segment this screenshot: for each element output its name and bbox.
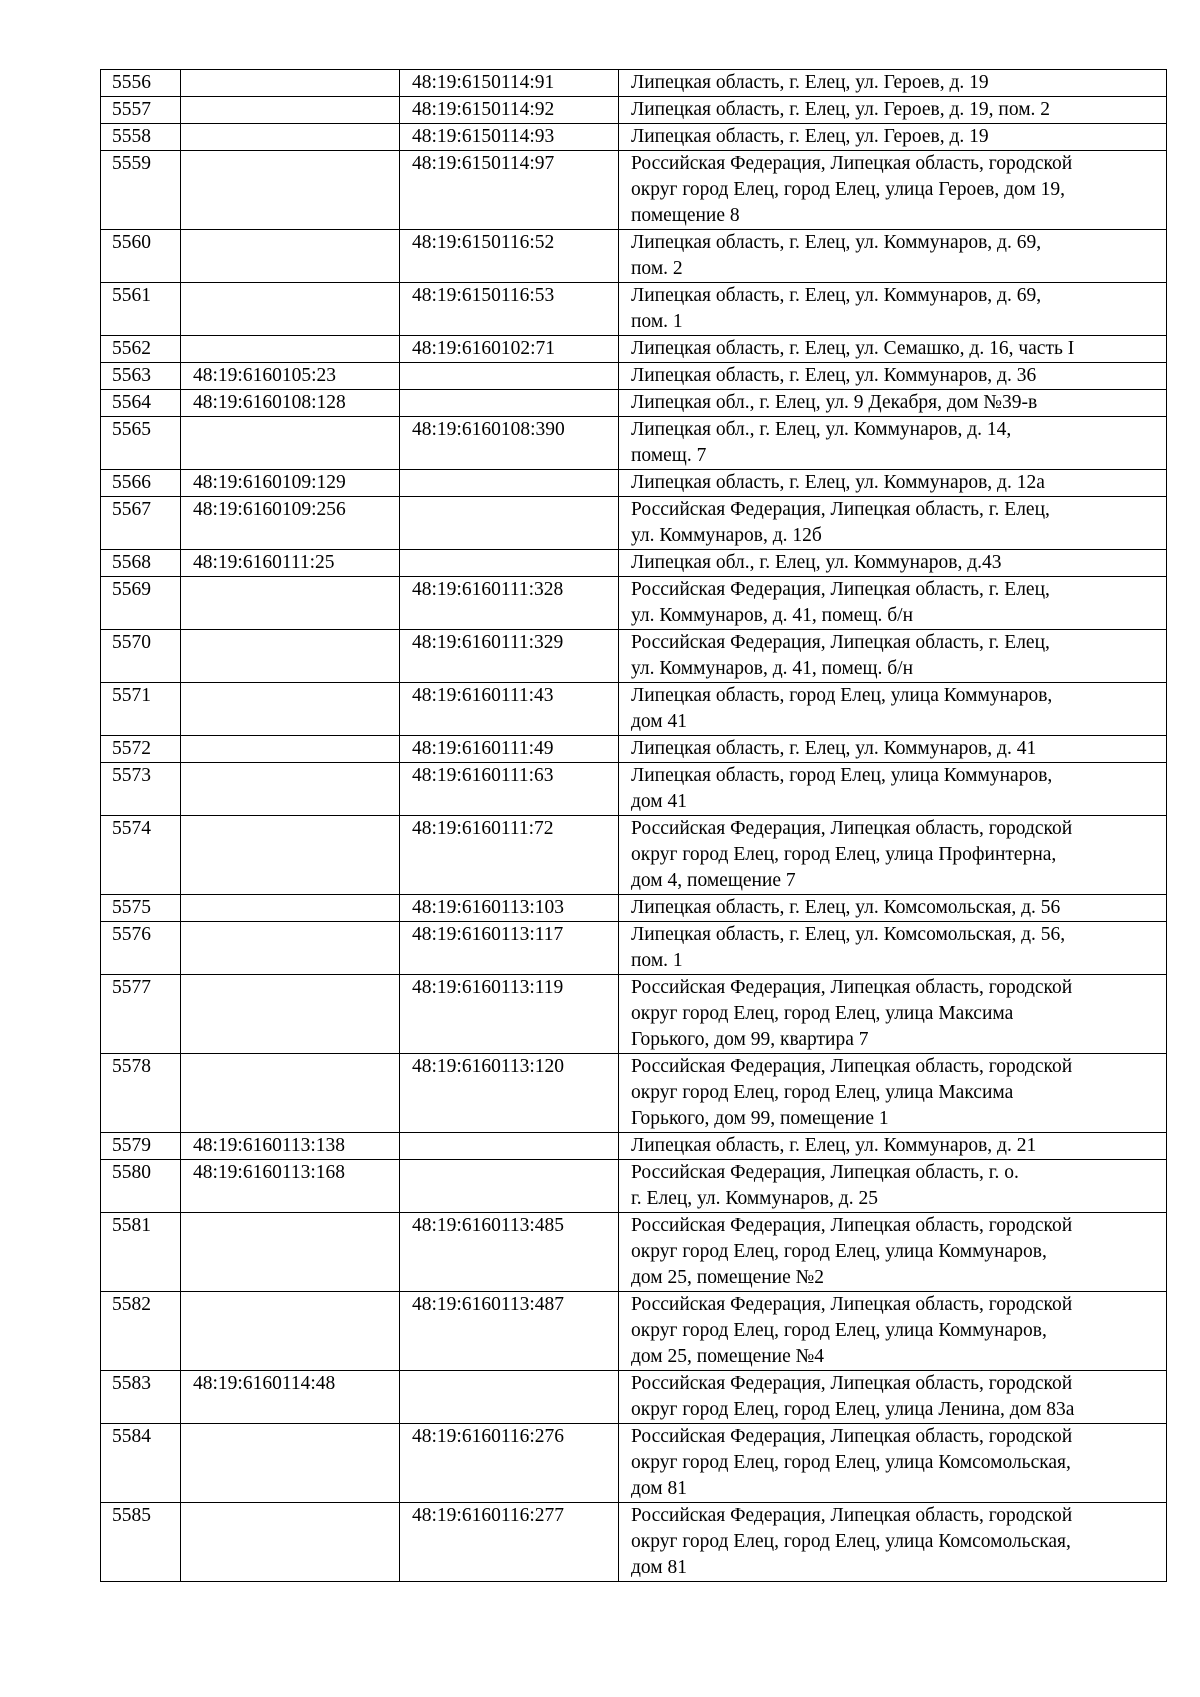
land-cadastral-number-cell xyxy=(181,1054,400,1133)
registry-table-body xyxy=(101,70,1167,1582)
address-cell: Российская Федерация, Липецкая область, городской округ город Елец, город Елец, улица Комсомольская, дом 81 xyxy=(619,1503,1167,1582)
address-cell: Липецкая область, г. Елец, ул. Героев, д. 19 xyxy=(619,124,1167,151)
table-row xyxy=(101,736,1167,763)
table-row xyxy=(101,70,1167,97)
table-row xyxy=(101,1133,1167,1160)
row-number-cell: 5567 xyxy=(101,497,181,550)
row-number-cell: 5574 xyxy=(101,816,181,895)
object-cadastral-number-cell xyxy=(400,1371,619,1424)
address-cell: Липецкая область, г. Елец, ул. Героев, д. 19, пом. 2 xyxy=(619,97,1167,124)
address-cell: Российская Федерация, Липецкая область, г. Елец, ул. Коммунаров, д. 41, помещ. б/н xyxy=(619,577,1167,630)
row-number-cell: 5566 xyxy=(101,470,181,497)
address-cell: Российская Федерация, Липецкая область, городской округ город Елец, город Елец, улица Ленина, дом 83а xyxy=(619,1371,1167,1424)
land-cadastral-number-cell xyxy=(181,763,400,816)
address-cell: Липецкая область, г. Елец, ул. Коммунаров, д. 41 xyxy=(619,736,1167,763)
table-row xyxy=(101,577,1167,630)
object-cadastral-number-cell xyxy=(400,470,619,497)
address-cell: Липецкая область, г. Елец, ул. Коммунаров, д. 69, пом. 1 xyxy=(619,283,1167,336)
land-cadastral-number-cell xyxy=(181,577,400,630)
row-number-cell: 5579 xyxy=(101,1133,181,1160)
address-cell: Российская Федерация, Липецкая область, г. о. г. Елец, ул. Коммунаров, д. 25 xyxy=(619,1160,1167,1213)
object-cadastral-number-cell: 48:19:6150114:92 xyxy=(400,97,619,124)
table-row xyxy=(101,1054,1167,1133)
address-cell: Липецкая область, город Елец, улица Коммунаров, дом 41 xyxy=(619,683,1167,736)
table-row xyxy=(101,363,1167,390)
table-row xyxy=(101,230,1167,283)
row-number-cell: 5582 xyxy=(101,1292,181,1371)
row-number-cell: 5575 xyxy=(101,895,181,922)
table-row xyxy=(101,1213,1167,1292)
row-number-cell: 5583 xyxy=(101,1371,181,1424)
land-cadastral-number-cell xyxy=(181,1503,400,1582)
address-cell: Российская Федерация, Липецкая область, городской округ город Елец, город Елец, улица Максима Горького, дом 99, помещение 1 xyxy=(619,1054,1167,1133)
land-cadastral-number-cell xyxy=(181,124,400,151)
land-cadastral-number-cell xyxy=(181,417,400,470)
object-cadastral-number-cell: 48:19:6150116:52 xyxy=(400,230,619,283)
row-number-cell: 5577 xyxy=(101,975,181,1054)
object-cadastral-number-cell: 48:19:6160113:103 xyxy=(400,895,619,922)
row-number-cell: 5565 xyxy=(101,417,181,470)
address-cell: Российская Федерация, Липецкая область, городской округ город Елец, город Елец, улица Комсомольская, дом 81 xyxy=(619,1424,1167,1503)
land-cadastral-number-cell: 48:19:6160113:168 xyxy=(181,1160,400,1213)
table-row xyxy=(101,630,1167,683)
table-row xyxy=(101,151,1167,230)
row-number-cell: 5570 xyxy=(101,630,181,683)
land-cadastral-number-cell xyxy=(181,895,400,922)
land-cadastral-number-cell xyxy=(181,1292,400,1371)
object-cadastral-number-cell xyxy=(400,1133,619,1160)
land-cadastral-number-cell xyxy=(181,283,400,336)
land-cadastral-number-cell xyxy=(181,1213,400,1292)
land-cadastral-number-cell xyxy=(181,230,400,283)
row-number-cell: 5572 xyxy=(101,736,181,763)
address-cell: Российская Федерация, Липецкая область, городской округ город Елец, город Елец, улица Коммунаров, дом 25, помещение №2 xyxy=(619,1213,1167,1292)
table-row xyxy=(101,922,1167,975)
address-cell: Российская Федерация, Липецкая область, городской округ город Елец, город Елец, улица Коммунаров, дом 25, помещение №4 xyxy=(619,1292,1167,1371)
land-cadastral-number-cell xyxy=(181,151,400,230)
address-cell: Липецкая область, г. Елец, ул. Комсомольская, д. 56, пом. 1 xyxy=(619,922,1167,975)
row-number-cell: 5564 xyxy=(101,390,181,417)
land-cadastral-number-cell xyxy=(181,683,400,736)
land-cadastral-number-cell xyxy=(181,630,400,683)
row-number-cell: 5576 xyxy=(101,922,181,975)
object-cadastral-number-cell: 48:19:6160111:72 xyxy=(400,816,619,895)
row-number-cell: 5562 xyxy=(101,336,181,363)
object-cadastral-number-cell: 48:19:6160111:329 xyxy=(400,630,619,683)
table-row xyxy=(101,497,1167,550)
object-cadastral-number-cell: 48:19:6160116:277 xyxy=(400,1503,619,1582)
object-cadastral-number-cell: 48:19:6160113:117 xyxy=(400,922,619,975)
row-number-cell: 5559 xyxy=(101,151,181,230)
row-number-cell: 5568 xyxy=(101,550,181,577)
object-cadastral-number-cell: 48:19:6150114:97 xyxy=(400,151,619,230)
address-cell: Липецкая область, г. Елец, ул. Героев, д. 19 xyxy=(619,70,1167,97)
table-row xyxy=(101,895,1167,922)
land-cadastral-number-cell: 48:19:6160111:25 xyxy=(181,550,400,577)
land-cadastral-number-cell xyxy=(181,975,400,1054)
table-row xyxy=(101,97,1167,124)
address-cell: Липецкая область, г. Елец, ул. Коммунаров, д. 69, пом. 2 xyxy=(619,230,1167,283)
object-cadastral-number-cell: 48:19:6160113:487 xyxy=(400,1292,619,1371)
object-cadastral-number-cell: 48:19:6160111:49 xyxy=(400,736,619,763)
row-number-cell: 5585 xyxy=(101,1503,181,1582)
row-number-cell: 5563 xyxy=(101,363,181,390)
address-cell: Российская Федерация, Липецкая область, г. Елец, ул. Коммунаров, д. 41, помещ. б/н xyxy=(619,630,1167,683)
object-cadastral-number-cell: 48:19:6160108:390 xyxy=(400,417,619,470)
row-number-cell: 5581 xyxy=(101,1213,181,1292)
address-cell: Липецкая область, г. Елец, ул. Семашко, д. 16, часть I xyxy=(619,336,1167,363)
row-number-cell: 5571 xyxy=(101,683,181,736)
object-cadastral-number-cell: 48:19:6160113:119 xyxy=(400,975,619,1054)
row-number-cell: 5569 xyxy=(101,577,181,630)
object-cadastral-number-cell: 48:19:6160111:43 xyxy=(400,683,619,736)
land-cadastral-number-cell xyxy=(181,97,400,124)
land-cadastral-number-cell xyxy=(181,922,400,975)
object-cadastral-number-cell: 48:19:6160113:120 xyxy=(400,1054,619,1133)
address-cell: Липецкая область, г. Елец, ул. Комсомольская, д. 56 xyxy=(619,895,1167,922)
row-number-cell: 5557 xyxy=(101,97,181,124)
table-row xyxy=(101,1160,1167,1213)
table-row xyxy=(101,763,1167,816)
land-cadastral-number-cell xyxy=(181,816,400,895)
object-cadastral-number-cell xyxy=(400,497,619,550)
land-cadastral-number-cell: 48:19:6160113:138 xyxy=(181,1133,400,1160)
object-cadastral-number-cell: 48:19:6160116:276 xyxy=(400,1424,619,1503)
land-cadastral-number-cell: 48:19:6160114:48 xyxy=(181,1371,400,1424)
table-row xyxy=(101,1503,1167,1582)
object-cadastral-number-cell: 48:19:6160102:71 xyxy=(400,336,619,363)
address-cell: Липецкая область, г. Елец, ул. Коммунаров, д. 12а xyxy=(619,470,1167,497)
row-number-cell: 5558 xyxy=(101,124,181,151)
address-cell: Липецкая обл., г. Елец, ул. 9 Декабря, дом №39-в xyxy=(619,390,1167,417)
object-cadastral-number-cell: 48:19:6160113:485 xyxy=(400,1213,619,1292)
property-registry-table xyxy=(100,69,1167,1582)
address-cell: Российская Федерация, Липецкая область, городской округ город Елец, город Елец, улица Максима Горького, дом 99, квартира 7 xyxy=(619,975,1167,1054)
row-number-cell: 5578 xyxy=(101,1054,181,1133)
address-cell: Российская Федерация, Липецкая область, г. Елец, ул. Коммунаров, д. 12б xyxy=(619,497,1167,550)
table-row xyxy=(101,470,1167,497)
land-cadastral-number-cell: 48:19:6160109:256 xyxy=(181,497,400,550)
object-cadastral-number-cell: 48:19:6160111:328 xyxy=(400,577,619,630)
table-row xyxy=(101,336,1167,363)
table-row xyxy=(101,124,1167,151)
address-cell: Российская Федерация, Липецкая область, городской округ город Елец, город Елец, улица Героев, дом 19, помещение 8 xyxy=(619,151,1167,230)
table-row xyxy=(101,975,1167,1054)
row-number-cell: 5580 xyxy=(101,1160,181,1213)
table-row xyxy=(101,390,1167,417)
row-number-cell: 5560 xyxy=(101,230,181,283)
object-cadastral-number-cell: 48:19:6150114:91 xyxy=(400,70,619,97)
row-number-cell: 5561 xyxy=(101,283,181,336)
row-number-cell: 5556 xyxy=(101,70,181,97)
table-row xyxy=(101,683,1167,736)
object-cadastral-number-cell xyxy=(400,550,619,577)
address-cell: Липецкая область, г. Елец, ул. Коммунаров, д. 36 xyxy=(619,363,1167,390)
land-cadastral-number-cell xyxy=(181,336,400,363)
table-row xyxy=(101,283,1167,336)
land-cadastral-number-cell: 48:19:6160109:129 xyxy=(181,470,400,497)
address-cell: Липецкая обл., г. Елец, ул. Коммунаров, д.43 xyxy=(619,550,1167,577)
land-cadastral-number-cell: 48:19:6160105:23 xyxy=(181,363,400,390)
object-cadastral-number-cell xyxy=(400,390,619,417)
object-cadastral-number-cell: 48:19:6150114:93 xyxy=(400,124,619,151)
land-cadastral-number-cell xyxy=(181,736,400,763)
row-number-cell: 5584 xyxy=(101,1424,181,1503)
address-cell: Липецкая область, город Елец, улица Коммунаров, дом 41 xyxy=(619,763,1167,816)
table-row xyxy=(101,816,1167,895)
land-cadastral-number-cell xyxy=(181,1424,400,1503)
object-cadastral-number-cell: 48:19:6150116:53 xyxy=(400,283,619,336)
table-row xyxy=(101,1371,1167,1424)
land-cadastral-number-cell xyxy=(181,70,400,97)
land-cadastral-number-cell: 48:19:6160108:128 xyxy=(181,390,400,417)
address-cell: Липецкая обл., г. Елец, ул. Коммунаров, д. 14, помещ. 7 xyxy=(619,417,1167,470)
table-row xyxy=(101,417,1167,470)
row-number-cell: 5573 xyxy=(101,763,181,816)
table-row xyxy=(101,550,1167,577)
address-cell: Липецкая область, г. Елец, ул. Коммунаров, д. 21 xyxy=(619,1133,1167,1160)
object-cadastral-number-cell: 48:19:6160111:63 xyxy=(400,763,619,816)
address-cell: Российская Федерация, Липецкая область, городской округ город Елец, город Елец, улица Профинтерна, дом 4, помещение 7 xyxy=(619,816,1167,895)
object-cadastral-number-cell xyxy=(400,1160,619,1213)
document-page xyxy=(100,69,1166,1582)
table-row xyxy=(101,1292,1167,1371)
table-row xyxy=(101,1424,1167,1503)
object-cadastral-number-cell xyxy=(400,363,619,390)
